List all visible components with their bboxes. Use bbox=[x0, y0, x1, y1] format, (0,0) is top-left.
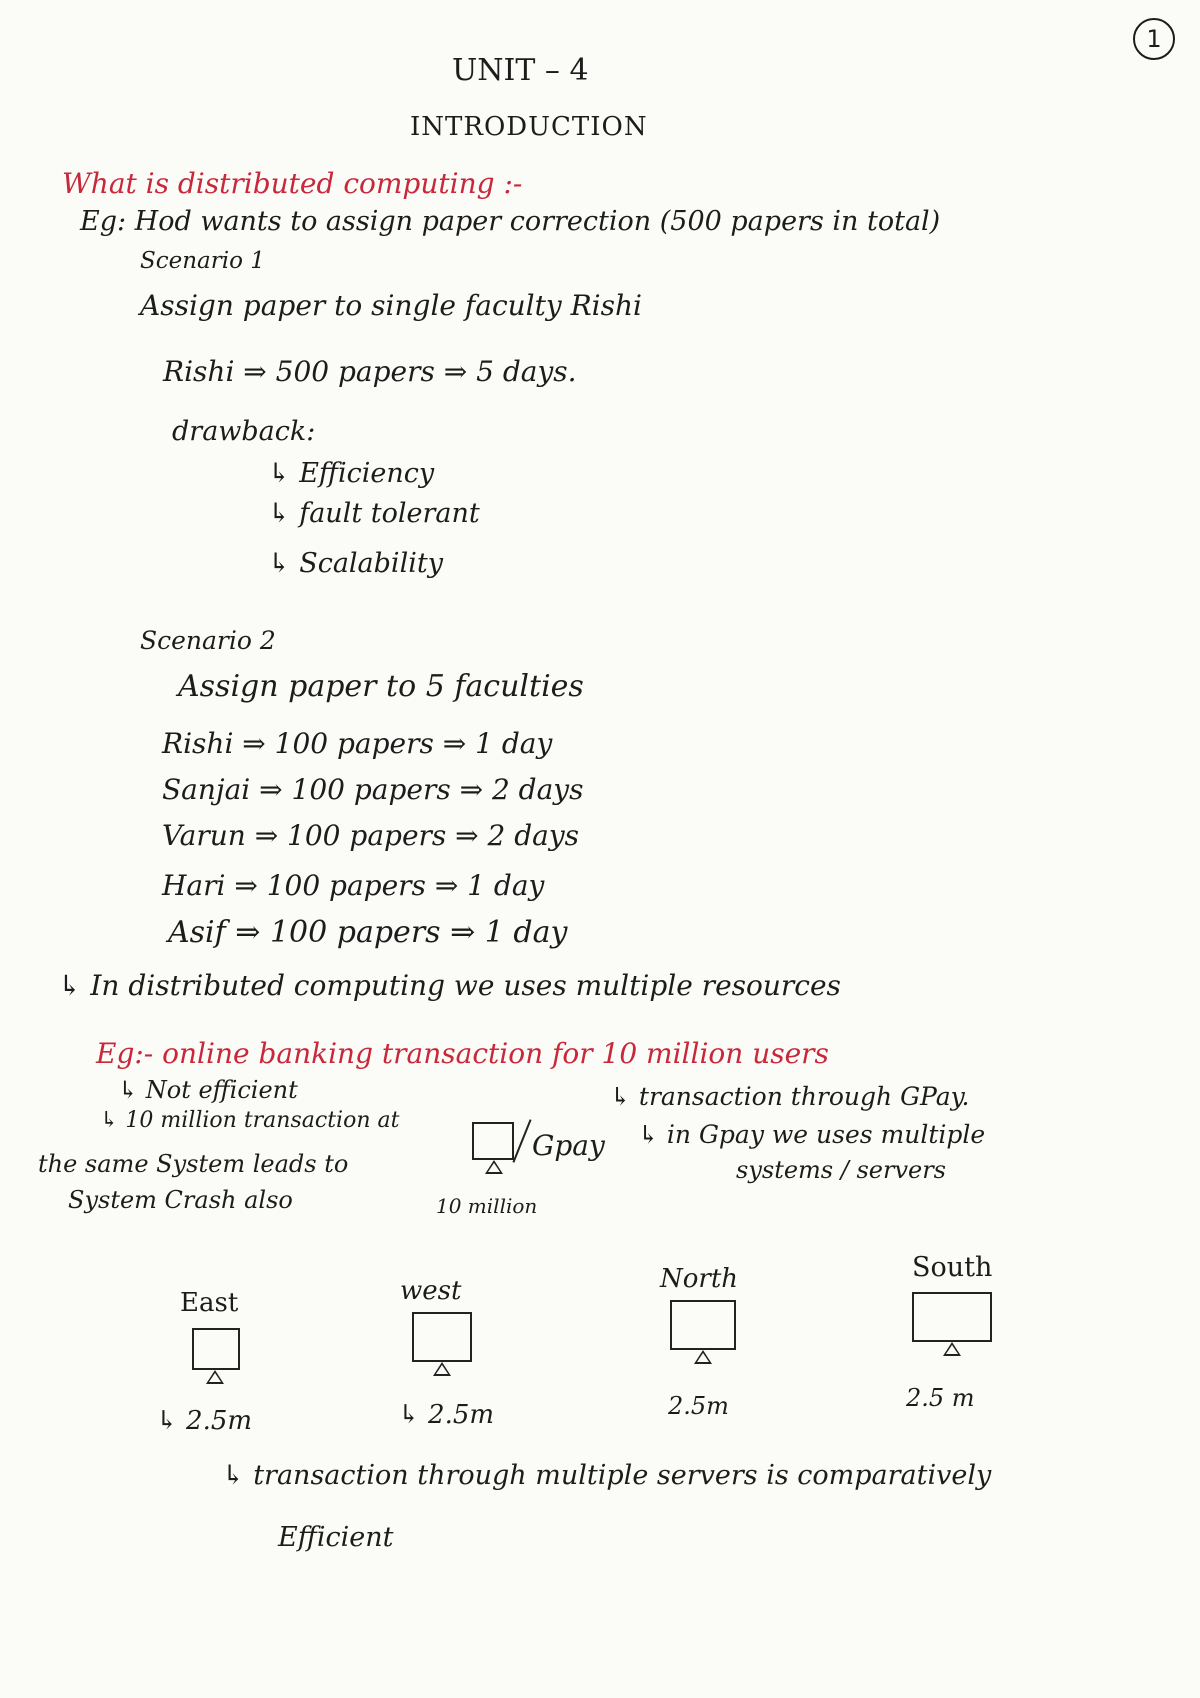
example-text: Eg: Hod wants to assign paper correction (500 papers in total) bbox=[80, 206, 941, 237]
gpay-drawback-line: System Crash also bbox=[68, 1186, 293, 1214]
gpay-drawback-line: ↳ 10 million transaction at bbox=[100, 1108, 400, 1133]
server-region-label: North bbox=[660, 1264, 739, 1294]
gpay-label: Gpay bbox=[532, 1129, 605, 1162]
gpay-benefit-line: ↳ transaction through GPay. bbox=[610, 1082, 970, 1111]
divider-line bbox=[512, 1119, 531, 1162]
section-heading: What is distributed computing :- bbox=[62, 167, 523, 200]
scenario2-row: Rishi ⇒ 100 papers ⇒ 1 day bbox=[162, 727, 553, 760]
scenario2-row: Asif ⇒ 100 papers ⇒ 1 day bbox=[168, 915, 568, 950]
server-region-label: South bbox=[912, 1252, 993, 1283]
gpay-drawback-line: ↳ Not efficient bbox=[118, 1076, 298, 1104]
intro-title: INTRODUCTION bbox=[410, 112, 648, 142]
scenario2-label: Scenario 2 bbox=[140, 626, 276, 655]
scenario1-rishi: Rishi ⇒ 500 papers ⇒ 5 days. bbox=[163, 355, 577, 388]
scenario1-label: Scenario 1 bbox=[140, 248, 265, 274]
drawback-item: ↳ Scalability bbox=[268, 548, 443, 579]
server-load: ↳ 2.5m bbox=[156, 1406, 253, 1436]
server-load: 2.5m bbox=[668, 1392, 729, 1420]
gpay-sublabel: 10 million bbox=[436, 1194, 538, 1218]
unit-title: UNIT – 4 bbox=[452, 53, 589, 88]
server-region-label: East bbox=[180, 1288, 239, 1318]
section2-heading: Eg:- online banking transaction for 10 million users bbox=[96, 1037, 829, 1070]
section1-conclusion: ↳ In distributed computing we uses multiple resources bbox=[58, 969, 841, 1002]
scenario2-row: Hari ⇒ 100 papers ⇒ 1 day bbox=[162, 869, 545, 902]
gpay-drawback-line: the same System leads to bbox=[38, 1150, 349, 1178]
scenario2-row: Sanjai ⇒ 100 papers ⇒ 2 days bbox=[162, 773, 584, 806]
server-load: 2.5 m bbox=[906, 1384, 975, 1412]
page-number-text: 1 bbox=[1146, 25, 1162, 53]
section2-conclusion: Efficient bbox=[278, 1522, 394, 1553]
server-region-label: west bbox=[400, 1276, 462, 1306]
drawback-item: ↳ Efficiency bbox=[268, 458, 435, 489]
scenario2-assign: Assign paper to 5 faculties bbox=[178, 669, 584, 704]
server-load: ↳ 2.5m bbox=[398, 1400, 495, 1430]
gpay-benefit-line: systems / servers bbox=[736, 1156, 946, 1184]
scenario2-row: Varun ⇒ 100 papers ⇒ 2 days bbox=[162, 819, 580, 852]
section2-conclusion: ↳ transaction through multiple servers is comparatively bbox=[222, 1460, 992, 1491]
scenario1-assign: Assign paper to single faculty Rishi bbox=[140, 289, 642, 322]
drawback-label: drawback: bbox=[172, 416, 316, 447]
gpay-benefit-line: ↳ in Gpay we uses multiple bbox=[638, 1120, 986, 1149]
page-number bbox=[1133, 18, 1175, 60]
drawback-item: ↳ fault tolerant bbox=[268, 498, 480, 529]
